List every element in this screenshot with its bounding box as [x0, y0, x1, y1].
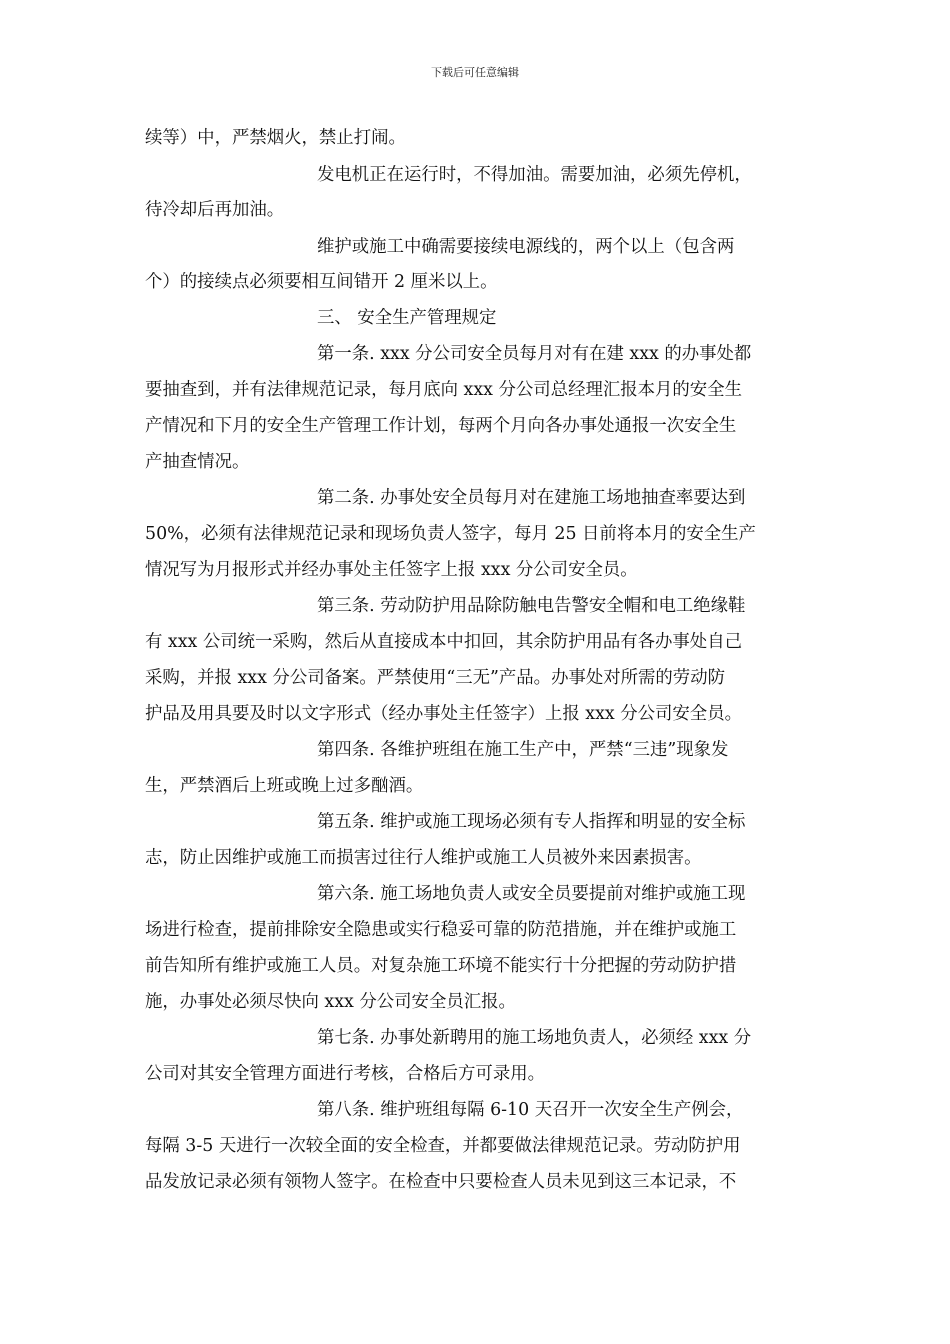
- text-line: 有 xxx 公司统一采购，然后从直接成本中扣回，其余防护用品有各办事处自己: [145, 632, 742, 652]
- text-line: 品发放记录必须有领物人签字。在检查中只要检查人员未见到这三本记录，不: [145, 1172, 737, 1192]
- text-line: 50%，必须有法律规范记录和现场负责人签字，每月 25 日前将本月的安全生产: [145, 524, 756, 544]
- text-line: 要抽查到，并有法律规范记录，每月底向 xxx 分公司总经理汇报本月的安全生: [145, 380, 742, 400]
- text-line: 施，办事处必须尽快向 xxx 分公司安全员汇报。: [145, 992, 516, 1012]
- text-line: 个）的接续点必须要相互间错开 2 厘米以上。: [145, 272, 498, 292]
- text-line: 护品及用具要及时以文字形式（经办事处主任签字）上报 xxx 分公司安全员。: [145, 704, 742, 724]
- text-line: 前告知所有维护或施工人员。对复杂施工环境不能实行十分把握的劳动防护措: [145, 956, 737, 976]
- text-line: 第四条. 各维护班组在施工生产中，严禁“三违”现象发: [317, 740, 729, 760]
- text-line: 第七条. 办事处新聘用的施工场地负责人，必须经 xxx 分: [317, 1028, 752, 1048]
- page-header: 下载后可任意编辑: [431, 66, 519, 79]
- section-heading: 三、 安全生产管理规定: [317, 308, 497, 328]
- text-line: 发电机正在运行时，不得加油。需要加油，必须先停机，: [317, 165, 752, 185]
- text-line: 场进行检查，提前排除安全隐患或实行稳妥可靠的防范措施，并在维护或施工: [145, 920, 737, 940]
- text-line: 第一条. xxx 分公司安全员每月对有在建 xxx 的办事处都: [317, 344, 752, 364]
- text-line: 生，严禁酒后上班或晚上过多酗酒。: [145, 776, 424, 796]
- text-line: 产抽查情况。: [145, 452, 250, 472]
- text-line: 产情况和下月的安全生产管理工作计划，每两个月向各办事处通报一次安全生: [145, 416, 737, 436]
- text-line: 第三条. 劳动防护用品除防触电告警安全帽和电工绝缘鞋: [317, 596, 746, 616]
- text-line: 待冷却后再加油。: [145, 200, 285, 220]
- text-line: 采购，并报 xxx 分公司备案。严禁使用“三无”产品。办事处对所需的劳动防: [145, 668, 725, 688]
- text-line: 第二条. 办事处安全员每月对在建施工场地抽查率要达到: [317, 488, 746, 508]
- text-line: 第六条. 施工场地负责人或安全员要提前对维护或施工现: [317, 884, 746, 904]
- text-line: 第五条. 维护或施工现场必须有专人指挥和明显的安全标: [317, 812, 746, 832]
- text-line: 公司对其安全管理方面进行考核，合格后方可录用。: [145, 1064, 545, 1084]
- text-line: 第八条. 维护班组每隔 6-10 天召开一次安全生产例会，: [317, 1100, 744, 1120]
- text-line: 每隔 3-5 天进行一次较全面的安全检查，并都要做法律规范记录。劳动防护用: [145, 1136, 741, 1156]
- text-line: 志，防止因维护或施工而损害过往行人维护或施工人员被外来因素损害。: [145, 848, 702, 868]
- text-line: 续等）中，严禁烟火，禁止打闹。: [145, 128, 406, 148]
- text-line: 情况写为月报形式并经办事处主任签字上报 xxx 分公司安全员。: [145, 560, 638, 580]
- text-line: 维护或施工中确需要接续电源线的，两个以上（包含两: [317, 237, 735, 257]
